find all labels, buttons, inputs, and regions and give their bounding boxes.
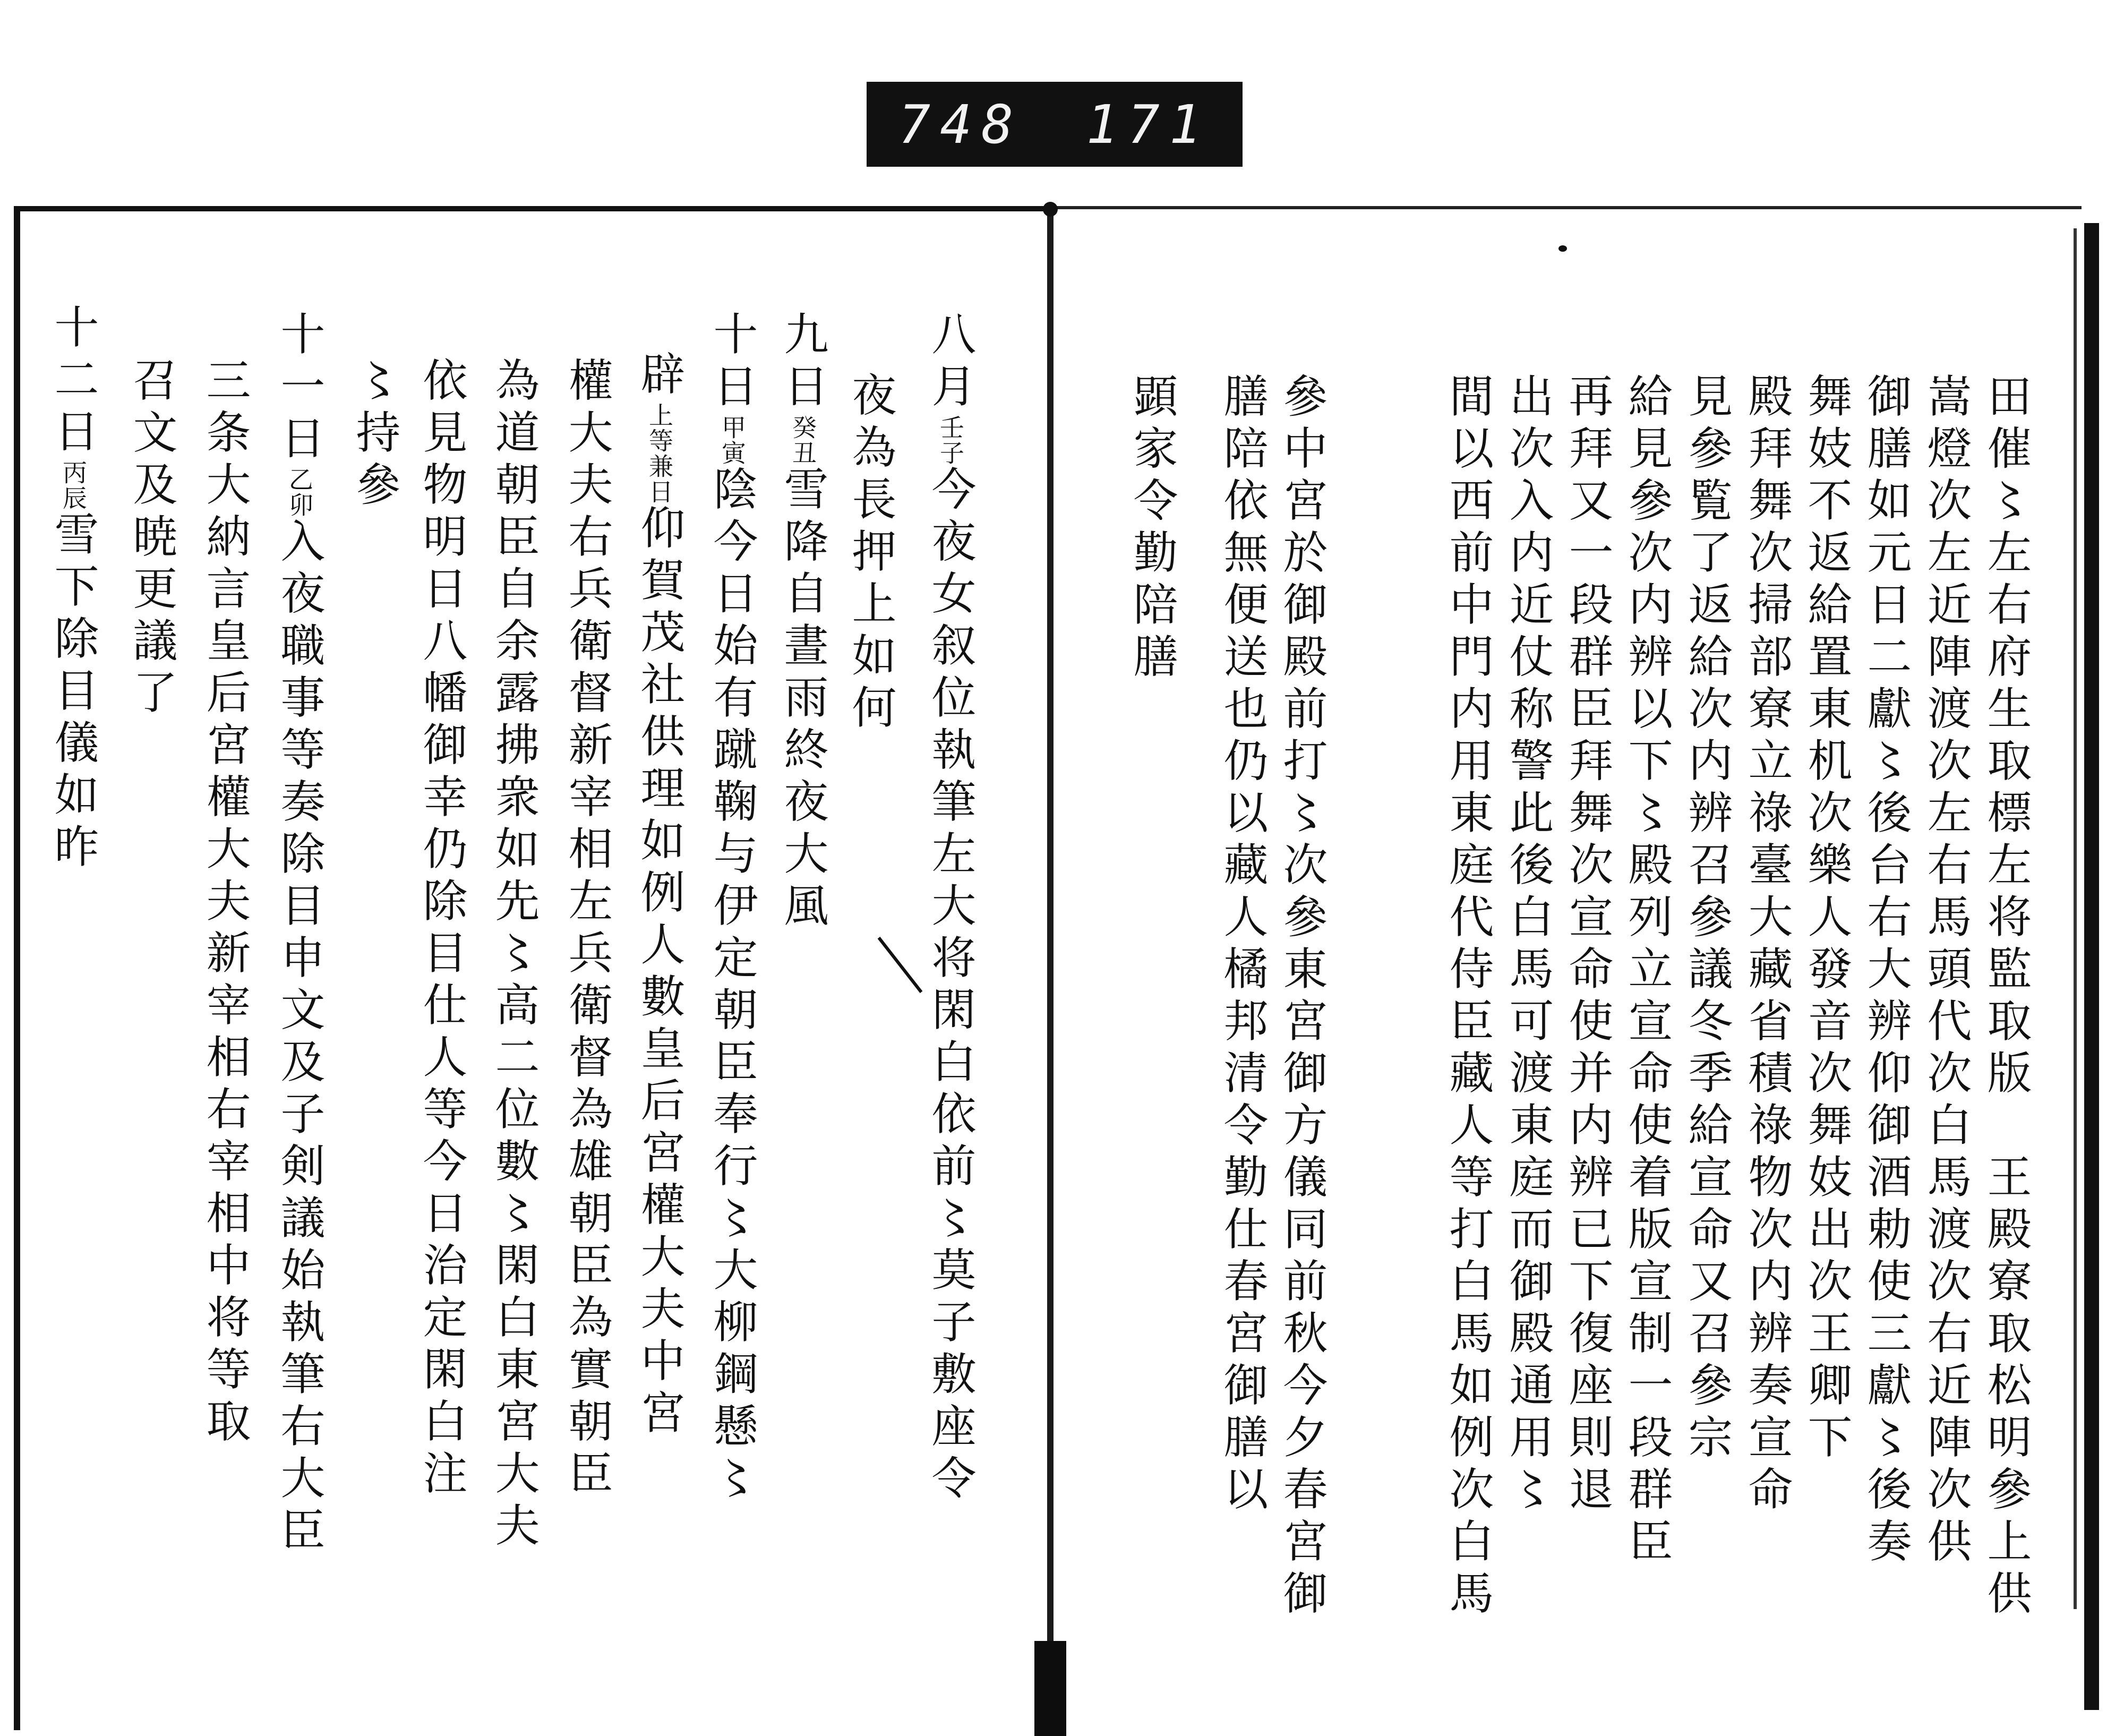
left-column-2: 夜為長押上如何	[845, 372, 897, 736]
entry-date: 九日	[777, 311, 829, 415]
entry-note: 丙辰	[59, 460, 88, 511]
book-right-edge	[2084, 223, 2099, 1710]
entry-date: 十日	[706, 311, 758, 415]
left-column-11: 三条大納言皇后宮權大夫新宰相右宰相中将等取	[199, 357, 251, 1450]
right-column-7: 給見參次内辨以下〻殿列立宣命使着版宣制一段群臣	[1621, 373, 1673, 1570]
right-column-6: 見參覧了返給次内辨召參議冬季給宣命又召參宗	[1681, 373, 1733, 1466]
right-column-5: 殿拜舞次掃部寮立祿臺大藏省積祿物次内辨奏宣命	[1741, 373, 1793, 1518]
right-column-13: 顕家令勤陪膳	[1126, 373, 1178, 685]
entry-note: 乙卯	[285, 467, 314, 518]
left-column-12: 召文及暁更議了	[126, 357, 178, 721]
label-left-number: 748	[898, 93, 1023, 156]
spine-binding-dot	[1043, 202, 1058, 217]
entry-text: 辟	[633, 350, 686, 403]
right-column-8: 再拜又一段群臣拜舞次宣命使并内辨已下復座則退	[1562, 373, 1614, 1518]
right-column-12: 膳陪依無便送也仍以藏人橘邦清令勤仕春宮御膳以	[1217, 373, 1269, 1518]
right-column-10: 間以西前中門内用東庭代侍臣藏人等打白馬如例次白馬	[1442, 373, 1494, 1622]
right-column-1: 田催〻左右府生取標左将監取版 王殿寮取松明參上供	[1980, 373, 2032, 1622]
entry-date: 十二日	[47, 304, 99, 460]
entry-text: 今夜女叙位執筆左大将閑白依前〻莫子敷座令	[924, 466, 977, 1507]
entry-date: 八月	[924, 311, 977, 415]
entry-text: 雪下除目儀如昨	[47, 511, 99, 875]
right-column-4: 舞妓不返給置東机次樂人發音次舞妓出次王卿下	[1801, 373, 1853, 1466]
right-column-3: 御膳如元日二獻〻後台右大辨仰御酒勅使三獻〻後奏	[1860, 373, 1912, 1570]
entry-date: 十一日	[273, 311, 326, 467]
book-right-edge-line	[2074, 228, 2077, 1609]
entry-text-continued: 仰賀茂社供理如例人數皇后宮權大夫中宮	[633, 504, 686, 1441]
entry-text: 陰今日始有蹴鞠与伊定朝臣奉行〻大柳鋼懸〻	[706, 466, 758, 1507]
ink-mark	[1558, 245, 1567, 252]
left-column-7: 為道朝臣自余露拂衆如先〻高二位數〻閑白東宮大夫	[488, 357, 540, 1554]
entry-text: 雪降自晝雨終夜大風	[777, 466, 829, 934]
right-column-11: 參中宮於御殿前打〻次參東宮御方儀同前秋今夕春宮御	[1276, 373, 1328, 1622]
left-column-6: 權大夫右兵衛督新宰相左兵衛督為雄朝臣為實朝臣	[561, 357, 613, 1502]
left-column-13	[47, 304, 99, 875]
left-column-9: 〻持參	[349, 357, 401, 513]
catalogue-label	[867, 82, 1243, 167]
spine-binding-block	[1034, 1641, 1066, 1736]
label-right-number: 171	[1086, 93, 1211, 156]
entry-note: 甲寅	[718, 415, 747, 466]
left-column-1	[924, 311, 977, 1507]
right-column-9: 出次入内近仗称警此後白馬可渡東庭而御殿通用〻	[1502, 373, 1554, 1518]
left-column-10	[273, 311, 326, 1559]
left-column-5	[633, 350, 686, 1441]
entry-note: 壬子	[936, 415, 965, 466]
entry-text: 入夜職事等奏除目申文及子剣議始執筆右大臣	[273, 518, 326, 1559]
entry-note: 癸丑	[789, 415, 817, 466]
left-column-8: 依見物明日八幡御幸仍除目仕人等今日治定閑白注	[416, 357, 468, 1502]
left-column-3	[777, 311, 829, 934]
left-column-4	[706, 311, 758, 1507]
book-spine	[1047, 207, 1054, 1736]
entry-note: 上等兼日	[645, 403, 674, 504]
right-column-2: 嵩燈次左近陣渡次左右馬頭代次白馬渡次右近陣次供	[1920, 373, 1972, 1570]
